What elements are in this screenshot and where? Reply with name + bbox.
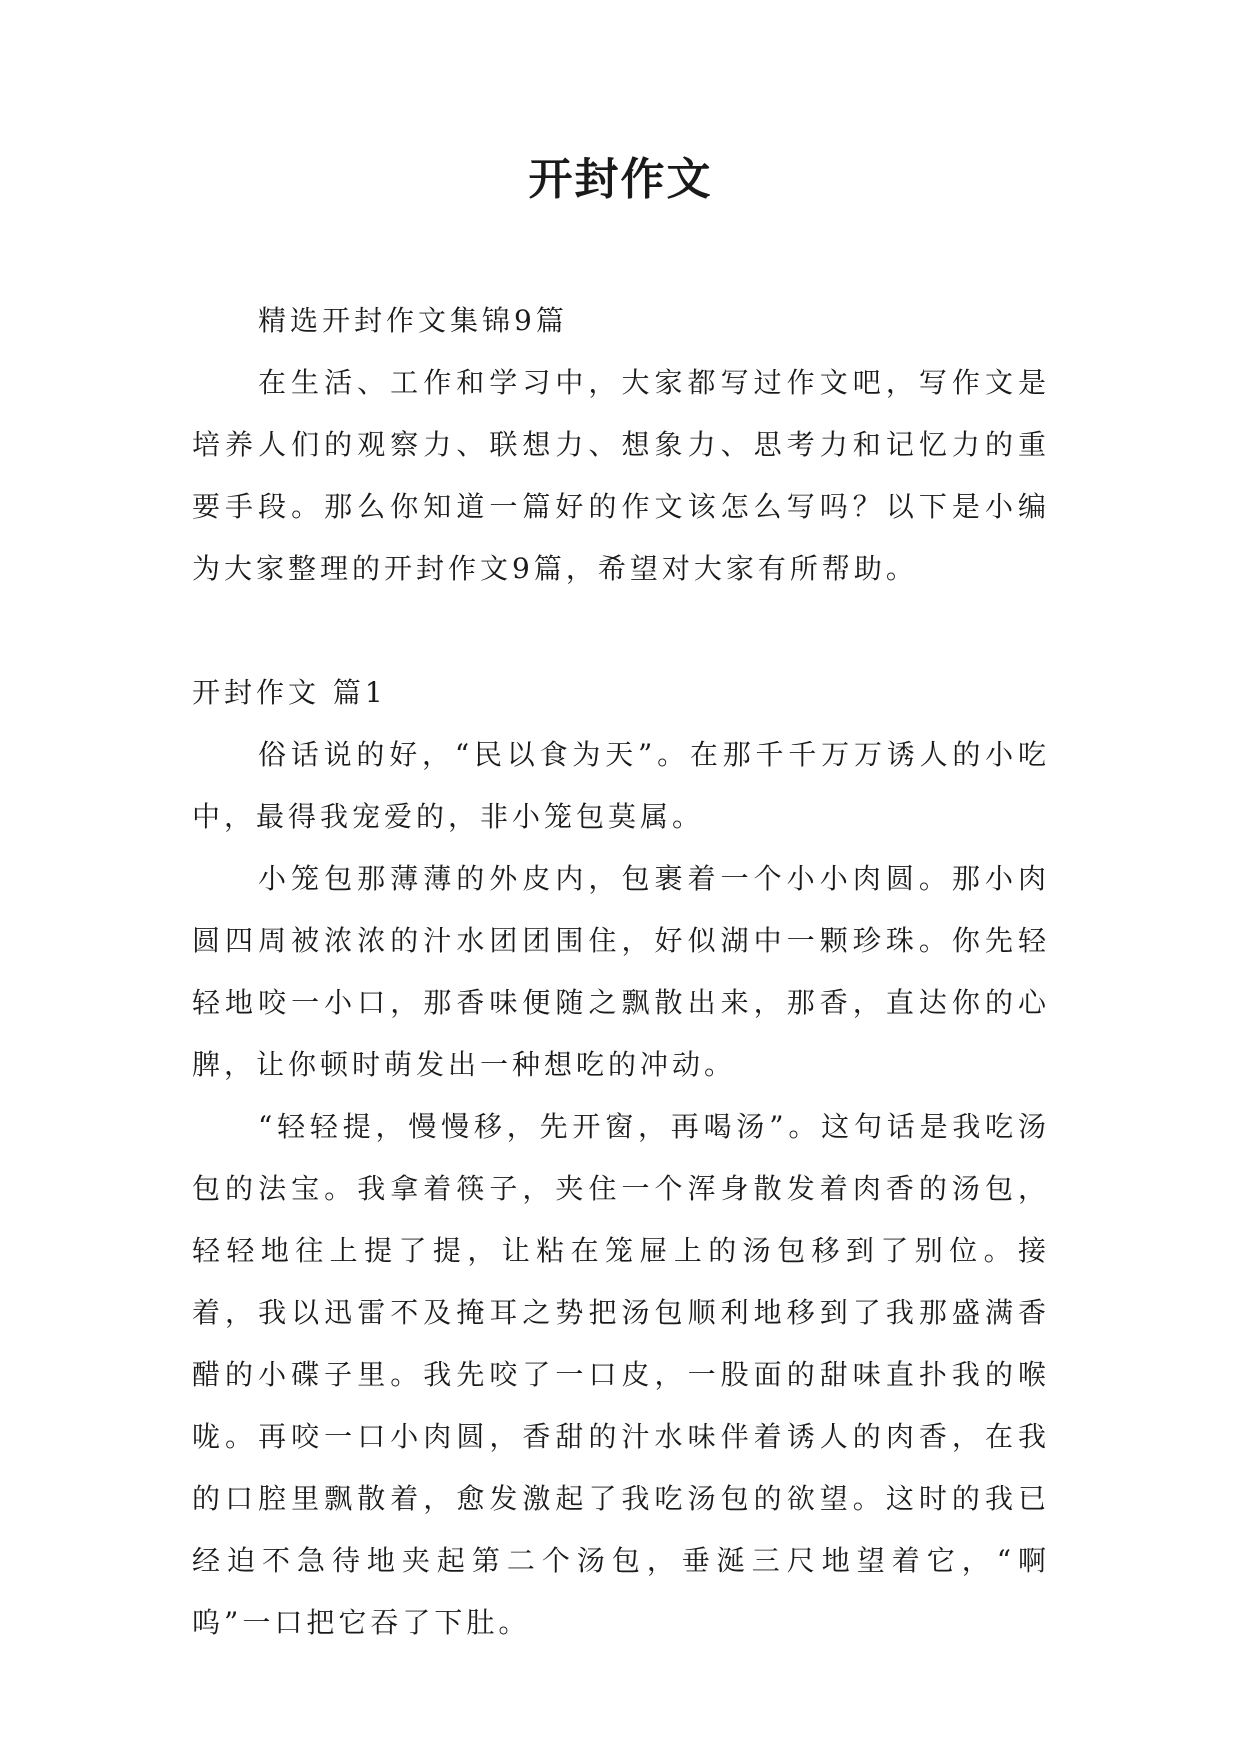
- body-paragraph-3: “轻轻提，慢慢移，先开窗，再喝汤”。这句话是我吃汤包的法宝。我拿着筷子，夹住一个浑身散发着肉香的汤包，轻轻地往上提了提，让粘在笼屉上的汤包移到了别位。接着，我以迅雷不及掩耳之势把汤包顺利地移到了我那盛满香醋的小碟子里。我先咬了一口皮，一股面的甜味直扑我的喉咙。再咬一口小肉圆，香甜的汁水味伴着诱人的肉香，在我的口腔里飘散着，愈发激起了我吃汤包的欲望。这时的我已经迫不急待地夹起第二个汤包，垂涎三尺地望着它，“啊呜”一口把它吞了下肚。: [192, 1110, 1050, 1639]
- body-paragraph-2: 小笼包那薄薄的外皮内，包裹着一个小小肉圆。那小肉圆四周被浓浓的汁水团团围住，好似湖中一颗珍珠。你先轻轻地咬一小口，那香味便随之飘散出来，那香，直达你的心脾，让你顿时萌发出一种想吃的冲动。: [192, 862, 1050, 1081]
- section-spacer: [192, 600, 1050, 662]
- subtitle-paragraph: 精选开封作文集锦9篇: [258, 304, 568, 337]
- document-title: 开封作文: [528, 154, 713, 205]
- document-body: [192, 290, 1050, 1654]
- section-heading: 开封作文 篇1: [192, 676, 387, 709]
- intro-paragraph: 在生活、工作和学习中，大家都写过作文吧，写作文是培养人们的观察力、联想力、想象力、思考力和记忆力的重要手段。那么你知道一篇好的作文该怎么写吗？以下是小编为大家整理的开封作文9篇，希望对大家有所帮助。: [192, 366, 1050, 585]
- body-paragraph-1: 俗话说的好，“民以食为天”。在那千千万万诱人的小吃中，最得我宠爱的，非小笼包莫属。: [192, 738, 1050, 833]
